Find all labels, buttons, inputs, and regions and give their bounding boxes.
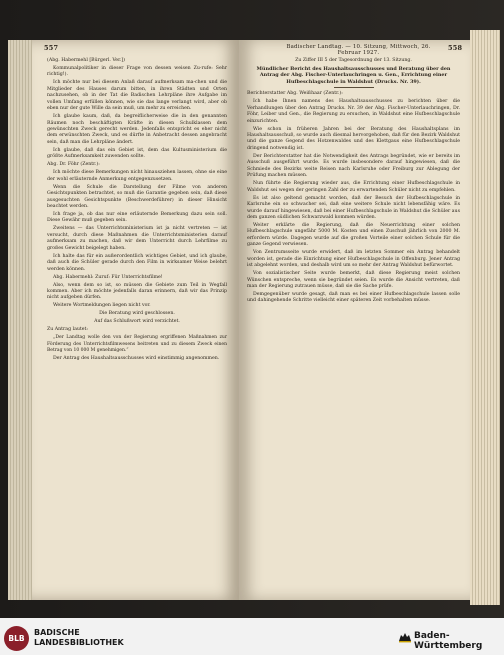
paragraph: Ich glaube kaum, daß, da begreiflicherweise die in den genannten Räumen noch beschäftigten Kräfte in diesen Schulklassen dem gewünschten Zweck gerecht werden. Jedenfalls entspricht es eher nicht dem erwünschten Zweck, und es dürfte in Anbetracht dessen angebracht sein, daß man die Lehrpläne ändert. <box>47 114 227 145</box>
paragraph: Wenn die Schule die Darstellung der Filme von anderen Gesichtspunkten betrachtet, so muß die Garantie gegeben sein, daß diese ausgesuchten Gesichtspunkte (Beschwerdeführer) in dieser Hinsicht beachtet werden. <box>47 184 227 210</box>
speaker-heading: Abg. Dr. Föhr (Zentr.): <box>47 162 100 168</box>
divider <box>334 87 374 88</box>
paragraph: Weitere Wortmeldungen liegen nicht vor. <box>53 303 151 309</box>
speaker-heading: Berichterstatter Abg. Weißhaar (Zentr.): <box>247 91 343 97</box>
blb-name-line2: LANDESBIBLIOTHEK <box>34 638 124 647</box>
motion-quote: „Der Landtag wolle den von der Regierung ergriffenen Maßnahmen zur Förderung des Unterrichtsfilmwesens beitreten und zu diesem Zweck einen Betrag von 10 000 M genehmigen.“ <box>47 335 227 354</box>
right-page-number: 558 <box>448 44 463 52</box>
baden-wuerttemberg-lion-icon <box>398 631 412 643</box>
paragraph: Von Zentrumsseite wurde erwidert, daß im letzten Sommer ein Antrag behandelt worden ist, gerade die Einrichtung einer Hufbeschlagschule in Offenburg. Jener Antrag ist abgelehnt worden, und deshalb wird um so mehr der Antrag Waldshut befürwortet. <box>247 250 460 269</box>
agenda-intro: Zu Ziffer III 5 der Tagesordnung der 13. Sitzung. <box>295 58 412 63</box>
left-page-number: 557 <box>44 44 59 52</box>
paragraph: Zu Antrag lautet: <box>47 327 89 333</box>
blb-name-line1: BADISCHE <box>34 628 80 637</box>
paragraph: Ich frage ja, ob das nur eine erläuternde Bemerkung dazu sein soll. Diese Gewähr muß gegeben sein. <box>47 211 227 224</box>
paragraph: Also, wenn dem so ist, so müssen die Gebiete zum Teil in Wegfall kommen. Aber ich möchte jedenfalls daran erinnern, daß wir das Prinzip nicht aufgeben dürfen. <box>47 282 227 301</box>
right-page-edges <box>470 30 500 605</box>
paragraph: Der Berichterstatter hat die Notwendigkeit des Antrags begründet, wie er bereits im Ausschuß ausgeführt wurde. Es wurde insbesondere darauf hingewiesen, daß die Schmiede des Bezirks weite Reisen nach Karlsruhe oder Freiburg zur Ablegung der Prüfung machen müssen. <box>247 153 460 179</box>
blb-logo[interactable]: BLB <box>4 626 29 651</box>
baden-wuerttemberg-name[interactable]: Baden-Württemberg <box>414 631 483 651</box>
paragraph: Es ist also geltend gemacht worden, daß der Besuch der Hufbeschlagschule in Karlsruhe ein so schwacher sei, daß eine weitere Schule nicht lebensfähig wäre. Es wurde darauf hingewiesen, daß bei einer Hufbeschlagschule in Waldshut die Schüler aus dem ganzen südlichen Schwarzwald kommen würden. <box>247 195 460 220</box>
blb-institution-name[interactable] <box>34 628 124 648</box>
section-heading: Mündlicher Bericht des Haushaltsausschusses und Beratung über den Antrag der Abg. Fischer-Unterlauchringen u. Gen., Errichtung einer Hufbeschlagschule in Waldshut (Drucks. Nr. 39). <box>256 65 451 85</box>
paragraph: Der Antrag des Haushaltsausschusses wird einstimmig angenommen. <box>53 356 220 362</box>
resolution-line: Die Beratung wird geschlossen. <box>99 311 175 317</box>
running-title: Badischer Landtag. — 10. Sitzung, Mittwoch, 26. Februar 1927. <box>286 44 431 56</box>
resolution-line: Auf das Schlußwort wird verzichtet. <box>94 319 180 325</box>
paragraph: Von sozialistischer Seite wurde bemerkt, daß diese Regierung meist solchen Wünschen entspreche, wenn sie begründet seien. Es wurde die Ansicht vertreten, daß man der Regierung zutrauen müsse, daß sie die Sache prüfe. <box>247 271 460 289</box>
paragraph: Ich glaube, daß das ein Gebiet ist, dem das Kultusministerium die größte Aufmerksamkeit zuwenden sollte. <box>47 147 227 160</box>
paragraph: Nun führte die Regierung wieder aus, die Errichtung einer Hufbeschlagschule in Waldshut sei wegen der geringen Zahl der zu erwartenden Schüler nicht zu empfehlen. <box>247 181 460 193</box>
paragraph: Abg. Habermehl: Zuruf: Für Unterrichtsfilme! <box>53 274 163 280</box>
paragraph: Zweitens — das Unterrichtsministerium ist ja nicht vertreten — ist versucht, durch diese Maßnahmen die Unterrichtsministerien darauf aufmerksam zu machen, daß wir dem Unterricht durch Lehrfilme zu großes Gewicht beigelegt haben. <box>47 226 227 251</box>
paragraph: Ich möchte diese Bemerkungen nicht hinausziehen lassen, ohne sie eine der wohl erläuternde Anmerkung entgegenzusetzen. <box>47 170 227 182</box>
left-page-edges <box>8 40 32 600</box>
paragraph: Ich möchte nur bei diesem Anlaß darauf aufmerksam ma-chen und die Mitglieder des Hauses darum bitten, in ihren Städten und Orten nachzusehen, ob in der Tat die Badischen Lehrpläne ihre Aufgabe im vollen Umfang erfüllen können, wie sie das lange verlangt wird, aber ob eben nur der gute Wille da sein muß, um mehr zu erreichen. <box>47 80 227 112</box>
paragraph: Wie schon in früheren Jahren bei der Beratung des Haushaltsplans im Haushaltsausschuß, so wurde auch diesmal hervorgehoben, daß für den Bezirk Waldshut und die ganze Gegend des Hotzenwaldes und des Klettgaus eine Hufbeschlagschule dringend notwendig ist. <box>247 126 460 151</box>
library-footer <box>0 618 504 655</box>
left-text-column <box>47 58 227 364</box>
paragraph: (Abg. Habermehl [Bürgerl. Ver.]) <box>47 58 125 63</box>
paragraph: Demgegenüber wurde gesagt, daß man es bei einer Hufbeschlagschule lassen solle und dahingehende Schritte vielleicht einer späteren Zeit vorbehalten müsse. <box>247 291 460 304</box>
paragraph: Weiter erklärte die Regierung, daß die Neuerrichtung einer solchen Hufbeschlagschule ungefähr 5000 M. Kosten und einen Zuschuß jährlich von 2000 M. erfordern würde. Dagegen wurde auf die großen Vorteile einer solchen Schule für die ganze Gegend verwiesen. <box>247 222 460 248</box>
paragraph: Kommunalpolitiker in dieser Frage von dessen weisen Zu-rufe: Sehr richtig!). <box>47 65 227 78</box>
right-text-column <box>247 58 460 306</box>
paragraph: Ich habe Ihnen namens des Haushaltsausschusses zu berichten über die Verhandlungen über den Antrag Drucks. Nr. 39 der Abg. Fischer-Unterlauchringen, Dr. Föhr, Leiber und Gen., die Regierung zu ersuchen, in Waldshut eine Hufbeschlagschule einzurichten. <box>247 99 460 124</box>
paragraph: Ich halte das für ein außerordentlich wichtiges Gebiet, und ich glaube, daß auch die Schüler gerade durch den Film in wirksamer Weise belehrt werden können. <box>47 253 227 272</box>
